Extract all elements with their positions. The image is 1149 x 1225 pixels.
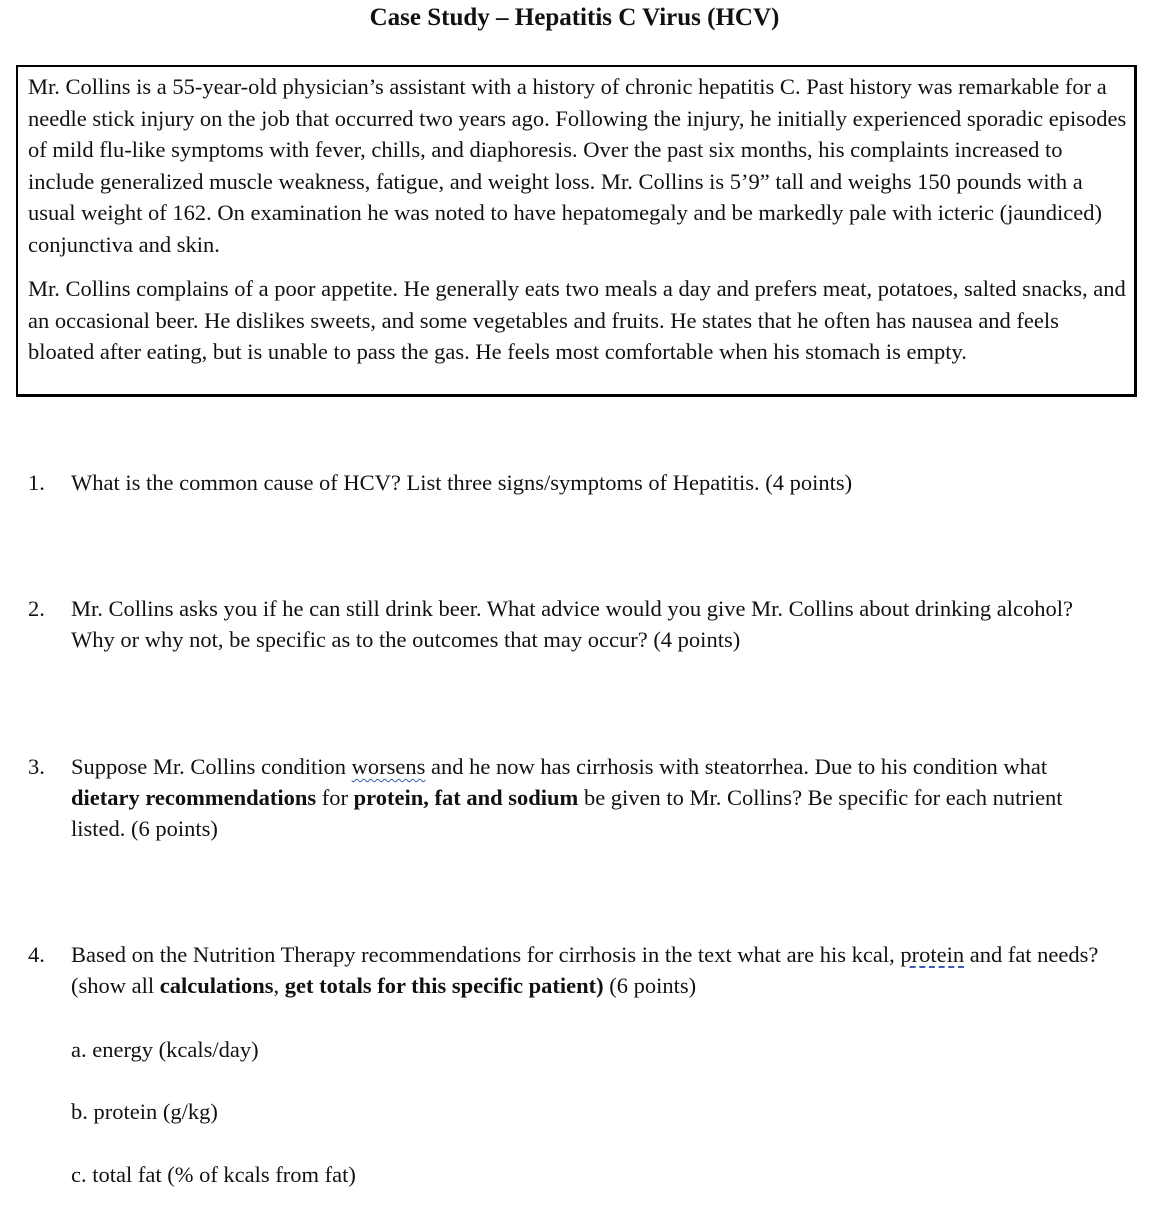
page-title: Case Study – Hepatitis C Virus (HCV): [369, 4, 780, 31]
question-number: 4.: [28, 942, 45, 967]
question-text-part: ,: [273, 973, 285, 998]
question-text: [71, 939, 1113, 1001]
emphasis-text: calculations: [159, 973, 274, 998]
subitem-energy: a. energy (kcals/day): [71, 1037, 259, 1062]
question-4: [28, 939, 1113, 1001]
question-3: [28, 751, 1113, 844]
question-text: What is the common cause of HCV? List three signs/symptoms of Hepatitis. (4 points): [71, 470, 853, 495]
question-text-part: Suppose Mr. Collins condition: [71, 754, 352, 779]
question-text-part: be given to Mr. Collins? Be specific for each nutrient listed. (6 points): [71, 785, 1063, 841]
case-paragraph-1: Mr. Collins is a 55-year-old physician’s assistant with a history of chronic hepatitis C. Past history was remarkable for a needle stick injury on the job that occurred two years ago. Following the injury, he initially experienced sporadic episodes of mild flu-like symptoms with fever, chills, and diaphoresis. Over the past six months, his complaints increased to include generalized muscle weakness, fatigue, and weight loss. Mr. Collins is 5’9” tall and weighs 150 pounds with a usual weight of 162. On examination he was noted to have hepatomegaly and be markedly pale with icteric (jaundiced) conjunctiva and skin.: [28, 74, 1127, 257]
emphasis-text: dietary recommendations: [71, 785, 317, 810]
question-text-part: and fat needs? (show all: [71, 942, 1099, 998]
question-2: [28, 593, 1113, 655]
subitem-protein: b. protein (g/kg): [71, 1099, 218, 1124]
spellcheck-word: worsens: [351, 754, 426, 779]
case-description-box: [16, 65, 1137, 397]
question-text-part: for: [316, 785, 354, 810]
emphasis-text: get totals for this specific patient): [284, 973, 604, 998]
question-number: 1.: [28, 470, 45, 495]
question-text: Mr. Collins asks you if he can still drink beer. What advice would you give Mr. Collins about drinking alcohol? Why or why not, be specific as to the outcomes that may occur? (4 points): [71, 596, 1073, 652]
question-1: [28, 467, 1113, 498]
question-number: 2.: [28, 596, 45, 621]
subitem-total-fat: c. total fat (% of kcals from fat): [71, 1162, 356, 1187]
spellcheck-word: protein: [900, 942, 965, 967]
question-text: [71, 751, 1113, 844]
case-paragraph-2: Mr. Collins complains of a poor appetite. He generally eats two meals a day and prefers meat, potatoes, salted snacks, and an occasional beer. He dislikes sweets, and some vegetables and fruits. He states that he often has nausea and feels bloated after eating, but is unable to pass the gas. He feels most comfortable when his stomach is empty.: [28, 276, 1126, 364]
question-text-part: and he now has cirrhosis with steatorrhea. Due to his condition what: [425, 754, 1048, 779]
question-text-part: Based on the Nutrition Therapy recommendations for cirrhosis in the text what are his kcal,: [71, 942, 901, 967]
question-number: 3.: [28, 754, 45, 779]
emphasis-text: protein, fat and sodium: [353, 785, 579, 810]
question-text-part: (6 points): [603, 973, 697, 998]
